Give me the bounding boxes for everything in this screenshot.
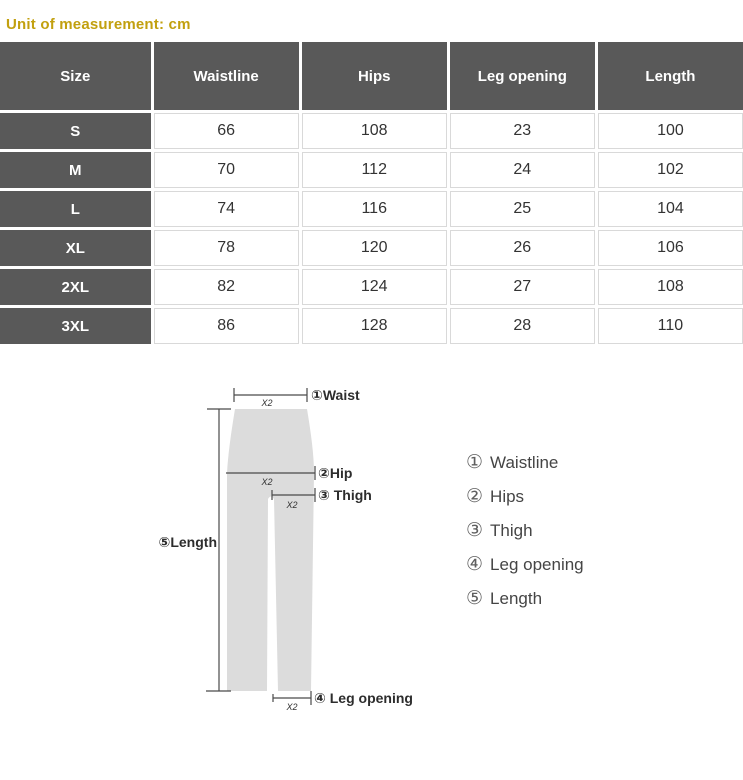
table-row — [0, 308, 743, 344]
column-header: Length — [598, 42, 743, 110]
table-row — [0, 152, 743, 188]
table-header-row — [0, 42, 743, 110]
leg-opening-label: ④ Leg opening — [314, 690, 413, 706]
measurement-value-cell: 23 — [450, 113, 595, 149]
thigh-x2-label: X2 — [286, 500, 298, 510]
legend-number: ③ — [466, 520, 484, 541]
pants-diagram-svg — [0, 371, 743, 751]
measurement-value-cell: 24 — [450, 152, 595, 188]
table-row — [0, 191, 743, 227]
measurement-value-cell: 120 — [302, 230, 447, 266]
measurement-value-cell: 86 — [154, 308, 299, 344]
measurement-value-cell: 100 — [598, 113, 743, 149]
measurement-value-cell: 25 — [450, 191, 595, 227]
length-label: ⑤Length — [158, 534, 217, 550]
measurement-value-cell: 26 — [450, 230, 595, 266]
pants-shape — [227, 409, 314, 691]
measurement-value-cell: 70 — [154, 152, 299, 188]
legend-label: Waistline — [490, 453, 559, 472]
legend-number: ⑤ — [466, 588, 484, 609]
legend-item — [466, 521, 584, 540]
thigh-label: ③ Thigh — [318, 487, 372, 503]
measurement-diagram — [0, 371, 743, 751]
measurement-value-cell: 102 — [598, 152, 743, 188]
measurement-value-cell: 106 — [598, 230, 743, 266]
hip-label: ②Hip — [318, 465, 353, 481]
measurement-value-cell: 78 — [154, 230, 299, 266]
table-row — [0, 230, 743, 266]
measurement-value-cell: 112 — [302, 152, 447, 188]
column-header: Waistline — [154, 42, 299, 110]
legend-item — [466, 589, 584, 608]
measurement-value-cell: 124 — [302, 269, 447, 305]
measurement-value-cell: 110 — [598, 308, 743, 344]
measurement-value-cell: 66 — [154, 113, 299, 149]
waist-label: ①Waist — [311, 387, 360, 403]
measurement-value-cell: 108 — [302, 113, 447, 149]
legend-label: Hips — [490, 487, 525, 506]
size-label-cell: XL — [0, 230, 151, 266]
legend-item — [466, 453, 584, 472]
hip-x2-label: X2 — [261, 477, 273, 487]
size-table-body — [0, 113, 743, 344]
size-label-cell: 3XL — [0, 308, 151, 344]
measurement-value-cell: 74 — [154, 191, 299, 227]
column-header: Size — [0, 42, 151, 110]
legend-label: Thigh — [490, 521, 533, 540]
legend-item — [466, 487, 584, 506]
measurement-value-cell: 27 — [450, 269, 595, 305]
legend-label: Length — [490, 589, 543, 608]
size-label-cell: S — [0, 113, 151, 149]
legend-number: ① — [466, 452, 484, 473]
size-label-cell: 2XL — [0, 269, 151, 305]
column-header: Leg opening — [450, 42, 595, 110]
legend-number: ② — [466, 486, 484, 507]
leg-opening-x2-label: X2 — [286, 702, 298, 712]
table-row — [0, 113, 743, 149]
column-header: Hips — [302, 42, 447, 110]
waist-x2-label: X2 — [261, 398, 273, 408]
measurement-legend — [466, 453, 584, 608]
size-chart-table — [0, 39, 743, 347]
measurement-value-cell: 82 — [154, 269, 299, 305]
legend-number: ④ — [466, 554, 484, 575]
legend-item — [466, 555, 584, 574]
measurement-value-cell: 104 — [598, 191, 743, 227]
measurement-value-cell: 116 — [302, 191, 447, 227]
table-row — [0, 269, 743, 305]
measurement-value-cell: 108 — [598, 269, 743, 305]
legend-label: Leg opening — [490, 555, 584, 574]
page-title: Unit of measurement: cm — [6, 16, 191, 33]
size-label-cell: L — [0, 191, 151, 227]
size-label-cell: M — [0, 152, 151, 188]
measurement-value-cell: 128 — [302, 308, 447, 344]
measurement-value-cell: 28 — [450, 308, 595, 344]
